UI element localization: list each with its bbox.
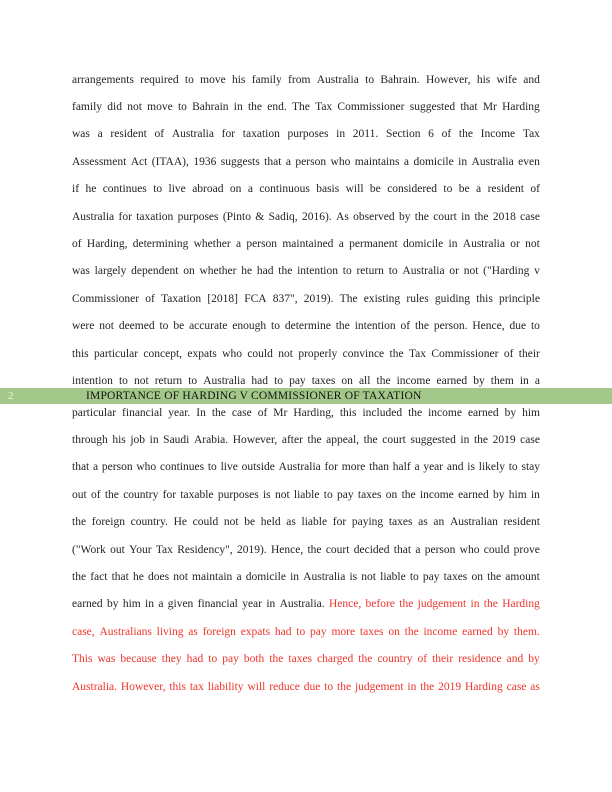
text-line: particular financial year. In the case of Mr Harding, this included the income earned by him [72,406,540,419]
text-line: intention to not return to Australia had to pay taxes on all the income earned by them in a [72,374,540,387]
text-line: the foreign country. He could not be held as liable for paying taxes as an Australian resident [72,516,540,529]
body-text-before-header [72,66,540,395]
text-line: of Harding, determining whether a person maintained a permanent domicile in Australia or not [72,238,540,251]
text-line: was a resident of Australia for taxation purposes in 2011. Section 6 of the Income Tax [72,128,540,141]
text-line: if he continues to live abroad on a continuous basis will be considered to be a resident of [72,183,540,196]
text-line: out of the country for taxable purposes is not liable to pay taxes on the income earned by him in [72,488,540,501]
body-text-after-header [72,399,540,700]
text-line: earned by him in a given financial year in Australia. Hence, before the judgement in the Harding [72,598,540,611]
page-number-label: 2 [8,390,14,402]
text-line: through his job in Saudi Arabia. However, after the appeal, the court suggested in the 2019 case [72,434,540,447]
text-line: Commissioner of Taxation [2018] FCA 837", 2019). The existing rules guiding this principle [72,292,540,305]
running-head-title: IMPORTANCE OF HARDING V COMMISSIONER OF TAXATION [86,390,422,402]
text-line: this particular concept, expats who could not properly convince the Tax Commissioner of their [72,347,540,360]
text-line: Australia for taxation purposes (Pinto & Sadiq, 2016). As observed by the court in the 2018 case [72,210,540,223]
text-line: arrangements required to move his family from Australia to Bahrain. However, his wife and [72,73,540,86]
text-line: were not deemed to be accurate enough to determine the intention of the person. Hence, due to [72,320,540,333]
text-line: Australia. However, this tax liability will reduce due to the judgement in the 2019 Harding case as [72,680,540,693]
text-line: case, Australians living as foreign expats had to pay more taxes on the income earned by them. [72,625,540,638]
text-line: that a person who continues to live outside Australia for more than half a year and is likely to stay [72,461,540,474]
text-line: Assessment Act (ITAA), 1936 suggests that a person who maintains a domicile in Australia even [72,155,540,168]
text-line: ("Work out Your Tax Residency", 2019). Hence, the court decided that a person who could prove [72,543,540,556]
text-line: family did not move to Bahrain in the end. The Tax Commissioner suggested that Mr Harding [72,101,540,114]
text-line: the fact that he does not maintain a domicile in Australia is not liable to pay taxes on the amount [72,571,540,584]
text-line: was largely dependent on whether he had the intention to return to Australia or not ("Harding v [72,265,540,278]
text-line: This was because they had to pay both the taxes charged the country of their residence and by [72,653,540,666]
